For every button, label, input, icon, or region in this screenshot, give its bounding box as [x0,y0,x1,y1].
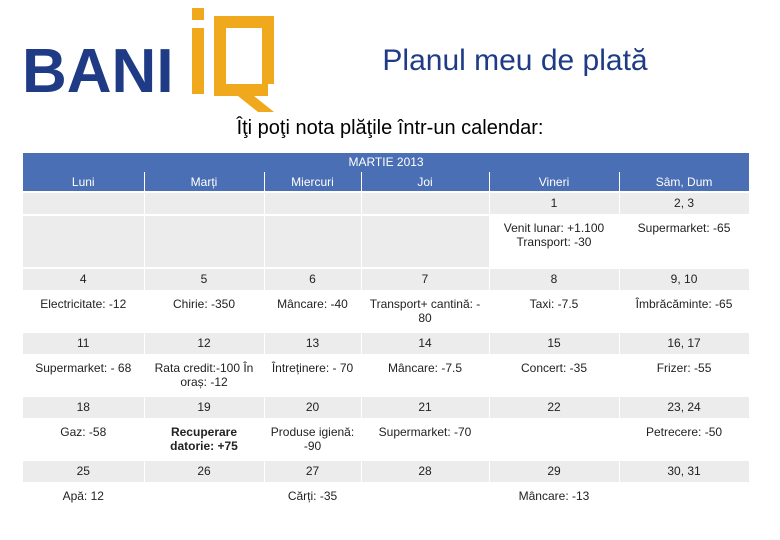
week-5-dates [23,460,749,483]
date-cell: 20 [264,396,361,419]
payment-cell [361,215,489,268]
payment-cell [264,215,361,268]
date-cell: 25 [23,460,144,483]
payment-cell [144,215,264,268]
date-cell: 23, 24 [619,396,749,419]
date-cell [264,192,361,215]
date-cell: 12 [144,332,264,355]
date-cell: 29 [489,460,619,483]
payment-cell: Rata credit:-100 În oraș: -12 [144,355,264,396]
date-cell: 8 [489,268,619,291]
date-cell: 7 [361,268,489,291]
date-cell: 2, 3 [619,192,749,215]
payment-cell [144,483,264,522]
date-cell: 28 [361,460,489,483]
week-2-dates [23,268,749,291]
week-5-payments [23,483,749,522]
payment-cell: Frizer: -55 [619,355,749,396]
calendar-month-row [23,153,749,172]
week-4-payments [23,419,749,460]
payment-cell: Gaz: -58 [23,419,144,460]
week-1-payments [23,215,749,268]
week-3-dates [23,332,749,355]
date-cell [361,192,489,215]
date-cell: 16, 17 [619,332,749,355]
date-cell: 4 [23,268,144,291]
date-cell: 22 [489,396,619,419]
day-header-weekend: Sâm, Dum [619,172,749,192]
payment-cell: Electricitate: -12 [23,291,144,332]
date-cell: 1 [489,192,619,215]
logo-iq-text: IQ [22,6,24,7]
calendar-month: MARTIE 2013 [23,153,749,172]
payment-cell: Supermarket: - 68 [23,355,144,396]
baniq-logo-graphic [22,6,282,116]
date-cell: 5 [144,268,264,291]
date-cell: 19 [144,396,264,419]
date-cell [144,192,264,215]
date-cell: 6 [264,268,361,291]
date-cell: 14 [361,332,489,355]
week-4-dates [23,396,749,419]
logo-bani-text: BANI [22,37,174,106]
date-cell [23,192,144,215]
payment-cell: Mâncare: -40 [264,291,361,332]
payment-cell: Întreținere: - 70 [264,355,361,396]
payment-cell: Chirie: -350 [144,291,264,332]
payment-cell: Mâncare: -7.5 [361,355,489,396]
date-cell: 15 [489,332,619,355]
page-title: Planul meu de plată [382,44,648,77]
payment-cell: Îmbrăcăminte: -65 [619,291,749,332]
baniq-logo [22,6,282,116]
week-1-dates [23,192,749,215]
day-header-friday: Vineri [489,172,619,192]
date-cell: 27 [264,460,361,483]
date-cell: 26 [144,460,264,483]
week-3-payments [23,355,749,396]
calendar-day-headers [23,172,749,192]
payment-cell: Apă: 12 [23,483,144,522]
date-cell: 30, 31 [619,460,749,483]
payment-calendar [23,153,750,523]
week-2-payments [23,291,749,332]
date-cell: 9, 10 [619,268,749,291]
payment-cell: Venit lunar: +1.100 Transport: -30 [489,215,619,268]
date-cell: 18 [23,396,144,419]
payment-cell [23,215,144,268]
payment-cell: Petrecere: -50 [619,419,749,460]
payment-cell: Taxi: -7.5 [489,291,619,332]
day-header-monday: Luni [23,172,144,192]
payment-cell [489,419,619,460]
date-cell: 13 [264,332,361,355]
payment-cell: Produse igienă: -90 [264,419,361,460]
date-cell: 11 [23,332,144,355]
payment-cell: Mâncare: -13 [489,483,619,522]
date-cell: 21 [361,396,489,419]
payment-cell: Recuperare datorie: +75 [144,419,264,460]
payment-cell [619,483,749,522]
payment-cell: Transport+ cantină: - 80 [361,291,489,332]
payment-cell: Supermarket: -65 [619,215,749,268]
page-subtitle: Îţi poţi nota plăţile într-un calendar: [236,117,544,139]
day-header-thursday: Joi [361,172,489,192]
day-header-tuesday: Marți [144,172,264,192]
payment-cell: Concert: -35 [489,355,619,396]
payment-cell: Supermarket: -70 [361,419,489,460]
day-header-wednesday: Miercuri [264,172,361,192]
payment-cell: Cărți: -35 [264,483,361,522]
payment-cell [361,483,489,522]
